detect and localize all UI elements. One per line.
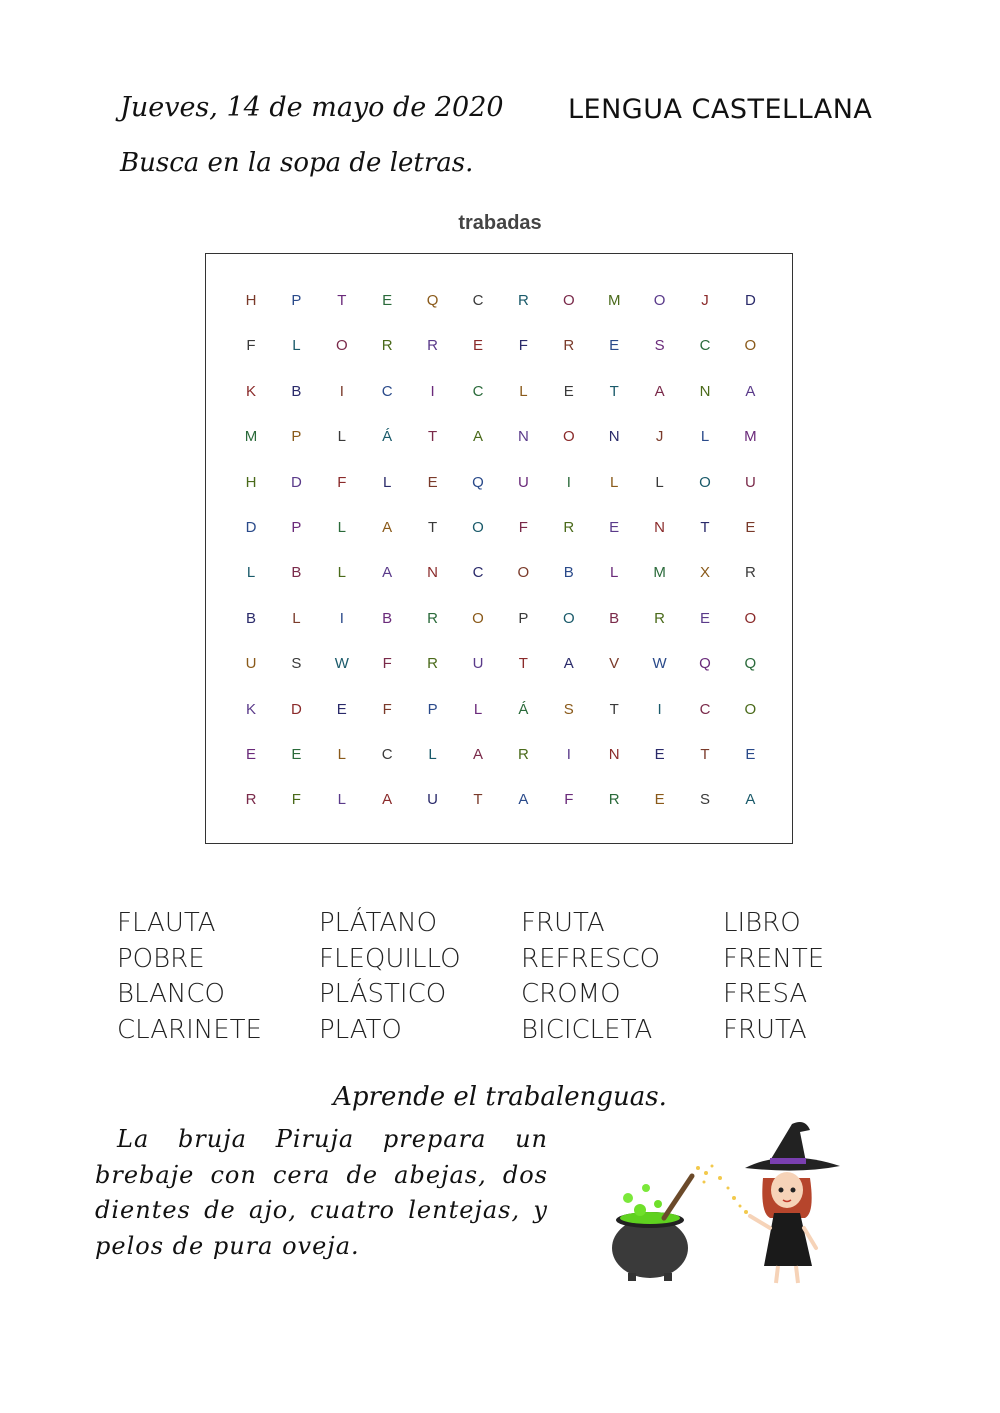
grid-letter: C bbox=[472, 382, 484, 400]
grid-letter: Q bbox=[744, 655, 757, 673]
word-item: CROMO bbox=[521, 979, 621, 1009]
grid-letter: A bbox=[472, 746, 483, 763]
grid-letter: B bbox=[609, 609, 620, 627]
grid-letter: K bbox=[245, 382, 256, 400]
grid-letter: M bbox=[244, 428, 258, 446]
grid-letter: P bbox=[427, 700, 438, 718]
grid-letter: R bbox=[608, 791, 620, 809]
word-item: BICICLETA bbox=[521, 1014, 653, 1045]
grid-letter: Q bbox=[699, 655, 711, 673]
word-item: POBRE bbox=[117, 943, 205, 974]
grid-letter: E bbox=[427, 473, 438, 491]
grid-letter: N bbox=[654, 519, 666, 536]
grid-letter: V bbox=[609, 655, 620, 673]
grid-letter: I bbox=[657, 700, 662, 718]
tongue-twister-text: La bruja Piruja prepara un brebaje con cera de abejas, dos dientes de ajo, cuatro lentejas, y pelos de pura oveja. bbox=[95, 1125, 548, 1260]
grid-letter: B bbox=[291, 564, 302, 582]
grid-letter: M bbox=[744, 428, 757, 446]
grid-letter: U bbox=[427, 791, 439, 809]
grid-letter: D bbox=[290, 473, 302, 491]
grid-letter: B bbox=[563, 564, 574, 582]
grid-letter: T bbox=[700, 746, 710, 763]
search-instruction: Busca en la sopa de letras. bbox=[120, 148, 474, 178]
word-item: FRUTA bbox=[723, 1014, 807, 1045]
grid-letter: O bbox=[653, 292, 666, 309]
grid-letter: R bbox=[563, 519, 575, 536]
grid-letter: D bbox=[245, 519, 257, 536]
grid-letter: L bbox=[337, 791, 346, 809]
grid-letter: P bbox=[291, 292, 302, 309]
grid-letter: A bbox=[563, 655, 574, 673]
grid-letter: A bbox=[472, 428, 483, 446]
grid-letter: F bbox=[518, 519, 528, 536]
grid-letter: T bbox=[700, 519, 710, 536]
grid-letter: P bbox=[291, 519, 302, 536]
grid-letter: N bbox=[517, 428, 529, 446]
grid-letter: A bbox=[654, 382, 665, 400]
grid-letter: T bbox=[428, 428, 438, 446]
grid-letter: I bbox=[339, 382, 344, 400]
word-column-1 bbox=[117, 906, 262, 1048]
grid-letter: K bbox=[245, 700, 256, 718]
grid-letter: F bbox=[518, 337, 528, 355]
grid-letter: Q bbox=[472, 473, 484, 491]
grid-letter: O bbox=[472, 609, 484, 627]
word-column-3 bbox=[521, 906, 660, 1048]
grid-letter: R bbox=[427, 609, 439, 627]
word-item: PLÁSTICO bbox=[319, 979, 447, 1009]
grid-letter: I bbox=[430, 382, 435, 400]
grid-letter: A bbox=[382, 519, 393, 536]
grid-letter: T bbox=[337, 292, 347, 309]
word-item: BLANCO bbox=[117, 979, 225, 1009]
grid-letter: U bbox=[517, 473, 529, 491]
grid-letter: U bbox=[472, 655, 484, 673]
grid-letter: O bbox=[744, 337, 757, 355]
grid-letter: F bbox=[337, 473, 347, 491]
grid-letter: N bbox=[427, 564, 439, 582]
grid-letter: L bbox=[519, 382, 528, 400]
grid-letter: B bbox=[291, 382, 302, 400]
grid-letter: O bbox=[699, 473, 711, 491]
grid-letter: A bbox=[745, 791, 756, 809]
grid-letter: L bbox=[337, 519, 346, 536]
stick-icon bbox=[664, 1176, 692, 1218]
grid-letter: E bbox=[654, 746, 665, 763]
word-item: FLAUTA bbox=[117, 908, 216, 938]
grid-letter: C bbox=[381, 746, 393, 763]
grid-letter: P bbox=[291, 428, 302, 446]
grid-letter: C bbox=[472, 564, 484, 582]
grid-letter: D bbox=[290, 700, 302, 718]
word-item: LIBRO bbox=[723, 908, 801, 938]
grid-letter: R bbox=[381, 337, 393, 355]
grid-letter: A bbox=[382, 791, 393, 809]
word-item: CLARINETE bbox=[117, 1014, 262, 1045]
word-item: REFRESCO bbox=[521, 943, 661, 974]
grid-letter: E bbox=[609, 519, 620, 536]
grid-letter: L bbox=[610, 564, 619, 582]
grid-letter: T bbox=[518, 655, 528, 673]
witch-icon bbox=[745, 1122, 840, 1283]
date-heading: Jueves, 14 de mayo de 2020 bbox=[120, 92, 504, 123]
grid-letter: L bbox=[246, 564, 256, 582]
word-item: PLATO bbox=[319, 1014, 402, 1045]
grid-letter: B bbox=[245, 609, 256, 627]
grid-letter: R bbox=[744, 564, 756, 582]
grid-letter: E bbox=[609, 337, 620, 355]
grid-letter: F bbox=[246, 337, 256, 355]
grid-letter: H bbox=[245, 292, 257, 309]
word-column-2 bbox=[319, 906, 461, 1048]
grid-letter: E bbox=[654, 791, 665, 809]
grid-letter: S bbox=[563, 700, 574, 718]
grid-letter: L bbox=[655, 473, 664, 491]
grid-letter: S bbox=[291, 655, 302, 673]
grid-letter: P bbox=[518, 609, 529, 627]
grid-letter: F bbox=[382, 655, 392, 673]
grid-letter: T bbox=[609, 700, 619, 718]
grid-letter: C bbox=[699, 700, 711, 718]
word-item: FRENTE bbox=[723, 943, 825, 974]
grid-letter: O bbox=[562, 292, 575, 309]
grid-letter: F bbox=[564, 791, 574, 809]
grid-letter: O bbox=[335, 337, 348, 355]
grid-letter: N bbox=[608, 428, 620, 446]
grid-letter: A bbox=[518, 791, 529, 809]
grid-letter: N bbox=[699, 382, 711, 400]
grid-letter: T bbox=[609, 382, 619, 400]
word-item: PLÁTANO bbox=[319, 908, 438, 938]
grid-letter: A bbox=[382, 564, 393, 582]
grid-letter: S bbox=[654, 337, 665, 355]
grid-letter: L bbox=[700, 428, 710, 446]
grid-letter: W bbox=[334, 655, 349, 673]
grid-letter: C bbox=[472, 292, 484, 309]
grid-letter: R bbox=[427, 655, 439, 673]
grid-letter: L bbox=[292, 337, 301, 355]
grid-letter: M bbox=[653, 564, 666, 582]
sparkles-icon bbox=[696, 1165, 748, 1215]
grid-letter: E bbox=[382, 292, 393, 309]
grid-letter: E bbox=[245, 746, 256, 763]
grid-letter: W bbox=[652, 655, 667, 673]
grid-letter: E bbox=[745, 746, 756, 763]
word-item: FRESA bbox=[723, 979, 808, 1009]
grid-letter: E bbox=[472, 337, 483, 355]
grid-letter: R bbox=[517, 292, 529, 309]
grid-letter: E bbox=[563, 382, 574, 400]
grid-letter: R bbox=[427, 337, 439, 355]
grid-letter: E bbox=[699, 609, 710, 627]
word-search-grid bbox=[205, 253, 793, 844]
grid-letter: J bbox=[655, 428, 664, 446]
grid-letter: U bbox=[744, 473, 756, 491]
grid-letter: L bbox=[383, 473, 392, 491]
grid-letter: L bbox=[473, 700, 483, 718]
tongue-twister-instruction: Aprende el trabalenguas. bbox=[333, 1082, 667, 1112]
grid-letter: A bbox=[745, 382, 756, 400]
grid-letter: F bbox=[382, 700, 392, 718]
grid-letter: L bbox=[292, 609, 301, 627]
grid-letter: E bbox=[291, 746, 302, 763]
grid-letter: N bbox=[608, 746, 620, 763]
grid-letter: I bbox=[566, 746, 571, 763]
grid-letter: O bbox=[562, 428, 575, 446]
grid-letter: T bbox=[428, 519, 438, 536]
word-item: FLEQUILLO bbox=[319, 943, 461, 974]
grid-letter: C bbox=[381, 382, 393, 400]
grid-letter: D bbox=[744, 292, 756, 309]
grid-letter: O bbox=[517, 564, 530, 582]
grid-title: trabadas bbox=[458, 212, 542, 234]
grid-letter: L bbox=[610, 473, 619, 491]
grid-letter: E bbox=[745, 519, 756, 536]
grid-letter: R bbox=[654, 609, 666, 627]
grid-letter: U bbox=[245, 655, 257, 673]
grid-letter: I bbox=[339, 609, 344, 627]
grid-letter: F bbox=[291, 791, 301, 809]
grid-letter: H bbox=[245, 473, 257, 491]
grid-letter: O bbox=[744, 609, 757, 627]
grid-letter: B bbox=[382, 609, 393, 627]
grid-letter: T bbox=[473, 791, 483, 809]
subject-heading: LENGUA CASTELLANA bbox=[568, 94, 873, 125]
grid-letter: C bbox=[699, 337, 711, 355]
grid-letter: S bbox=[699, 791, 710, 809]
grid-letter: Á bbox=[518, 700, 529, 718]
grid-letter: E bbox=[336, 700, 347, 718]
grid-letter: I bbox=[566, 473, 571, 491]
grid-letter: L bbox=[337, 564, 346, 582]
grid-letter: L bbox=[337, 746, 346, 763]
grid-letter: L bbox=[337, 428, 346, 446]
grid-letter: X bbox=[699, 564, 710, 582]
grid-letter: O bbox=[472, 519, 484, 536]
grid-letter: M bbox=[607, 292, 621, 309]
word-column-4 bbox=[723, 906, 824, 1048]
grid-letter: R bbox=[517, 746, 529, 763]
grid-letter: Q bbox=[426, 292, 439, 309]
grid-letter: R bbox=[245, 791, 257, 809]
grid-letter: O bbox=[744, 700, 757, 718]
grid-letter: J bbox=[701, 292, 709, 309]
grid-letter: R bbox=[563, 337, 575, 355]
grid-letter: O bbox=[562, 609, 575, 627]
grid-letter: L bbox=[428, 746, 437, 763]
word-item: FRUTA bbox=[521, 908, 605, 938]
witch-cauldron-illustration bbox=[600, 1118, 850, 1288]
grid-letter: Á bbox=[382, 428, 393, 446]
